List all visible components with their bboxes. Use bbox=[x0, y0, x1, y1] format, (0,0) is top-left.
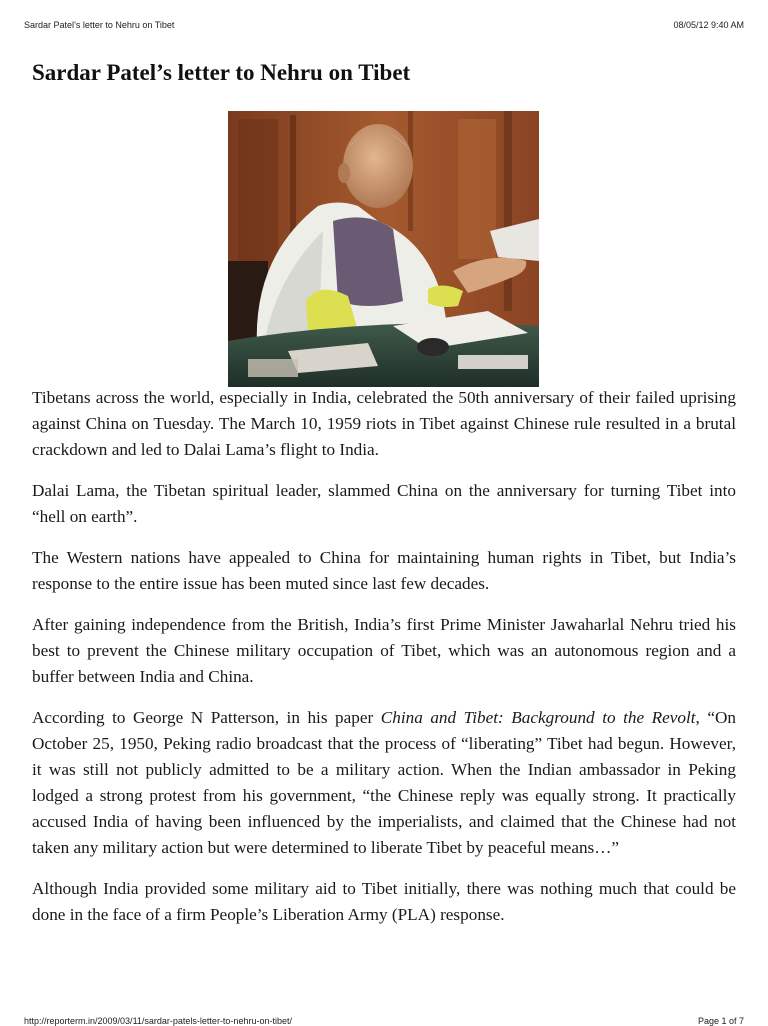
paragraph: After gaining independence from the British, India’s first Prime Minister Jawaharlal Nehru tried his best to prevent the Chinese military occupation of Tibet, which was an autonomous region and a buffer between India and China. bbox=[32, 615, 736, 686]
paragraph-quote bbox=[32, 705, 736, 861]
paragraph: Tibetans across the world, especially in India, celebrated the 50th anniversary of their failed uprising against China on Tuesday. The March 10, 1959 riots in Tibet against Chinese rule resulted in a brutal crackdown and led to Dalai Lama’s flight to India. bbox=[32, 388, 736, 459]
paper-title: China and Tibet: Background to the Revolt bbox=[380, 708, 696, 727]
paragraph: Dalai Lama, the Tibetan spiritual leader, slammed China on the anniversary for turning Tibet into “hell on earth”. bbox=[32, 481, 736, 526]
paragraph: The Western nations have appealed to China for maintaining human rights in Tibet, but India’s response to the entire issue has been muted since last few decades. bbox=[32, 548, 736, 593]
print-header bbox=[24, 20, 744, 30]
paragraph-rest: , “On October 25, 1950, Peking radio broadcast that the process of “liberating” Tibet had begun. However, it was still not publicly admitted to be a military action. When the Indian ambassador in Peking lodged a strong protest from his government, “the Chinese reply was equally strong. It practically accused India of having been influenced by the imperialists, and claimed that the Chinese had not taken any military action but were determined to liberate Tibet by peaceful means…” bbox=[32, 708, 737, 857]
header-timestamp: 08/05/12 9:40 AM bbox=[673, 20, 744, 30]
header-title: Sardar Patel’s letter to Nehru on Tibet bbox=[24, 20, 175, 30]
paragraph: Although India provided some military aid to Tibet initially, there was nothing much that could be done in the face of a firm People’s Liberation Army (PLA) response. bbox=[32, 879, 736, 924]
article-title: Sardar Patel’s letter to Nehru on Tibet bbox=[32, 60, 411, 85]
footer-page-number: Page 1 of 7 bbox=[697, 1016, 744, 1026]
print-footer bbox=[24, 1016, 744, 1026]
article-body bbox=[32, 385, 736, 928]
article-photo bbox=[228, 111, 539, 387]
paragraph-intro: According to George N Patterson, in his paper bbox=[32, 708, 381, 727]
footer-url: http://reporterm.in/2009/03/11/sardar-patels-letter-to-nehru-on-tibet/ bbox=[24, 1016, 292, 1026]
